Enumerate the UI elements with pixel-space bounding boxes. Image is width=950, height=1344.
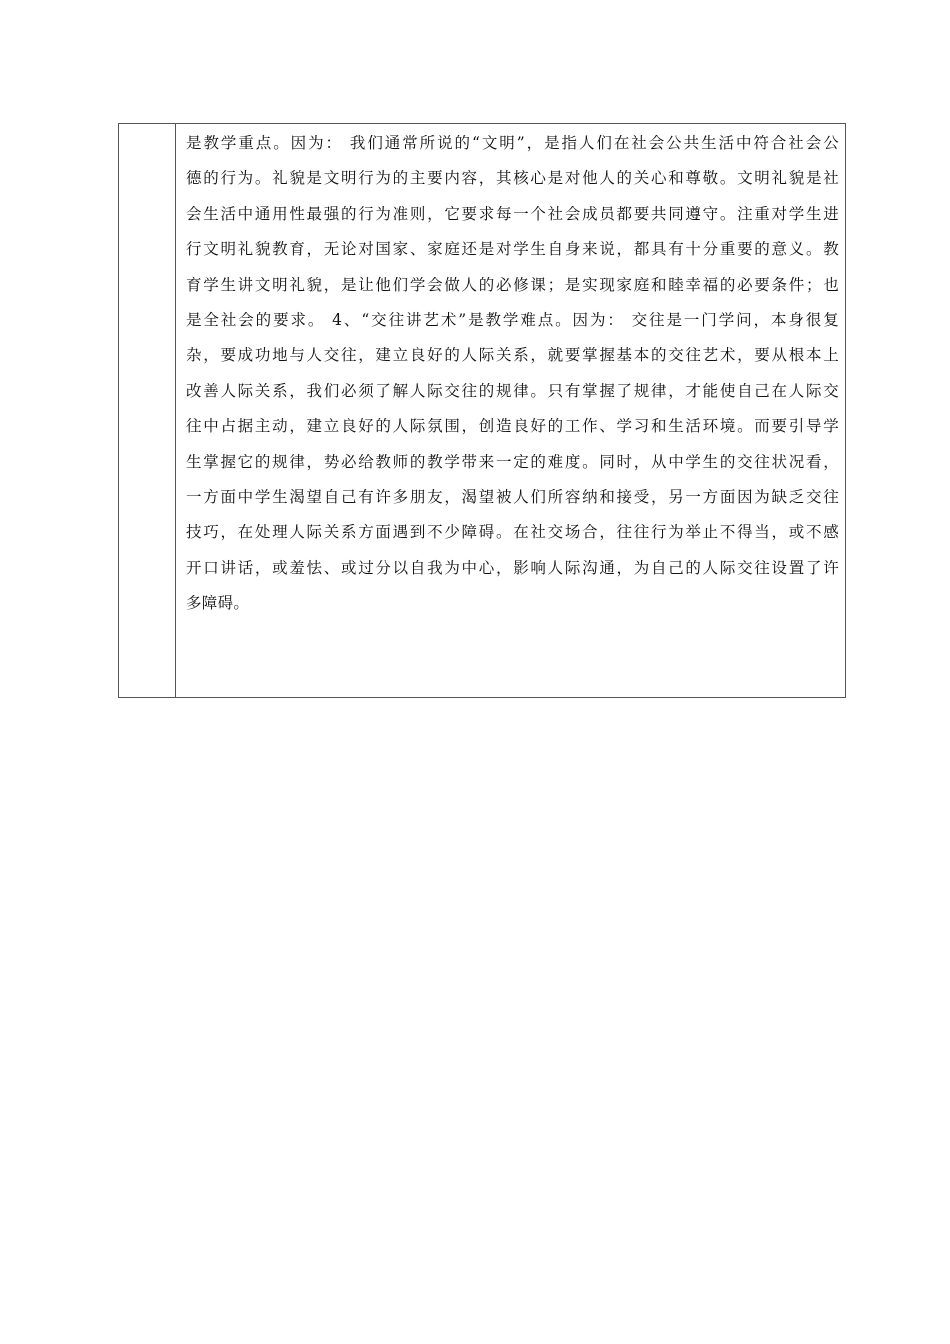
table-left-cell [119, 124, 176, 697]
text-line: 一方面中学生渴望自己有许多朋友，渴望被人们所容纳和接受，另一方面因为缺乏交往 [186, 487, 839, 506]
text-line: 生掌握它的规律，势必给教师的教学带来一定的难度。同时，从中学生的交往状况看， [186, 452, 839, 471]
text-line: 杂，要成功地与人交往，建立良好的人际关系，就要掌握基本的交往艺术，要从根本上 [186, 346, 839, 365]
text-line: 德的行为。礼貌是文明行为的主要内容，其核心是对他人的关心和尊敬。文明礼貌是社 [186, 169, 839, 188]
content-table [118, 123, 846, 698]
text-line: 改善人际关系，我们必须了解人际交往的规律。只有掌握了规律，才能使自己在人际交 [186, 381, 839, 400]
text-line: 技巧，在处理人际关系方面遇到不少障碍。在社交场合，往往行为举止不得当，或不感 [186, 523, 839, 542]
text-line: 往中占据主动，建立良好的人际氛围，创造良好的工作、学习和生活环境。而要引导学 [186, 417, 839, 436]
table-text-cell [176, 124, 845, 697]
text-line: 育学生讲文明礼貌，是让他们学会做人的必修课；是实现家庭和睦幸福的必要条件；也 [186, 275, 839, 294]
text-line: 会生活中通用性最强的行为准则，它要求每一个社会成员都要共同遵守。注重对学生进 [186, 204, 839, 223]
text-line: 是教学重点。因为： 我们通常所说的“文明”，是指人们在社会公共生活中符合社会公 [186, 134, 839, 152]
text-line: 多障碍。 [186, 594, 250, 613]
text-line: 是全社会的要求。 4、“交往讲艺术”是教学难点。因为： 交往是一门学问，本身很复 [186, 310, 839, 329]
text-line: 开口讲话，或羞怯、或过分以自我为中心，影响人际沟通，为自己的人际交往设置了许 [186, 558, 839, 577]
text-line: 行文明礼貌教育，无论对国家、家庭还是对学生自身来说，都具有十分重要的意义。教 [186, 240, 839, 259]
